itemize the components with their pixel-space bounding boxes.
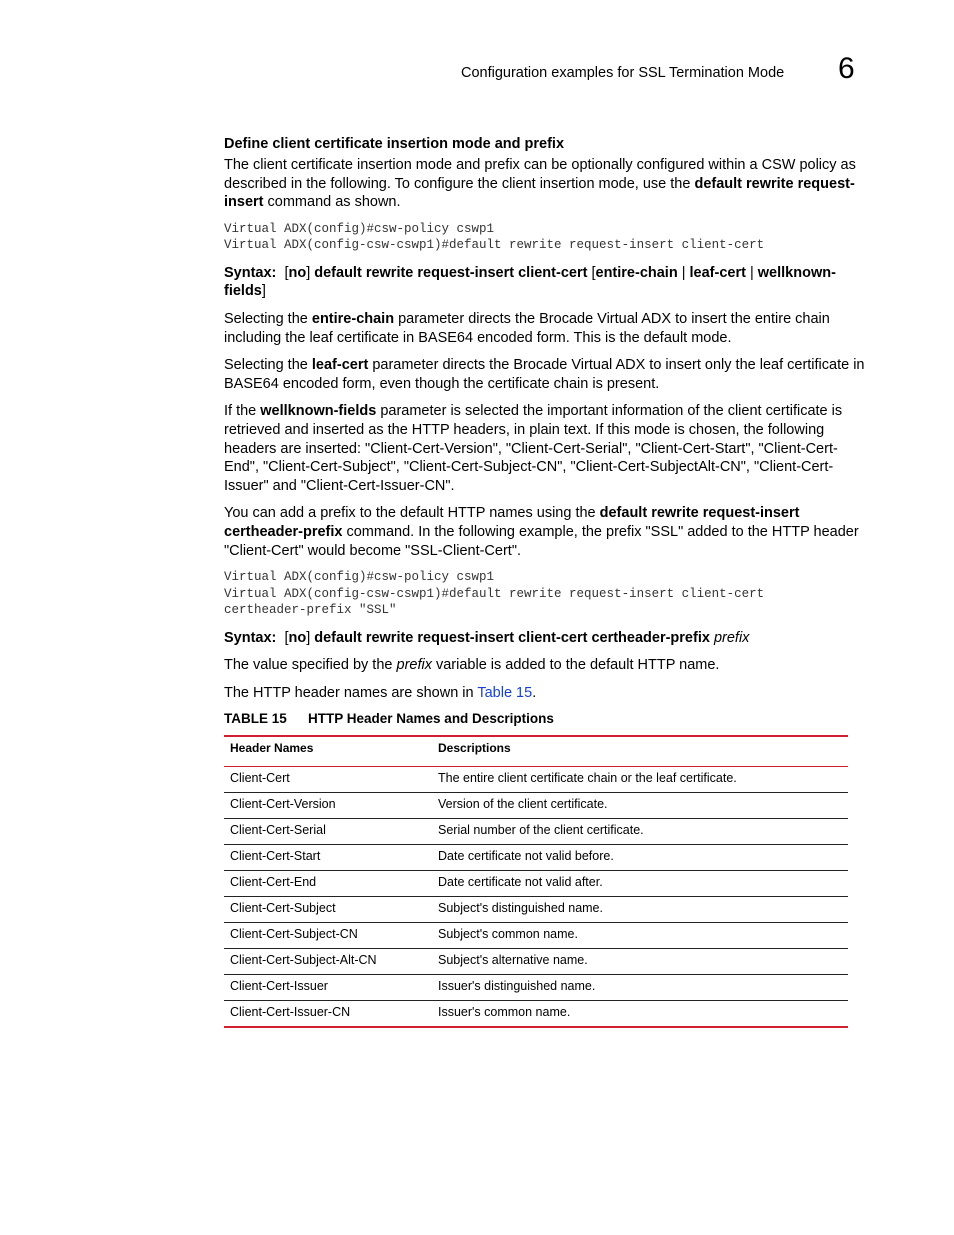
table-row [224,845,848,871]
header-name-cell: Client-Cert-Issuer-CN [230,1004,351,1019]
column-header-names: Header Names [230,741,314,756]
table-header-row [224,736,848,767]
table-15-link[interactable]: Table 15 [477,684,533,701]
description-cell: Date certificate not valid after. [438,874,603,889]
description-cell: Subject's alternative name. [438,952,588,967]
leaf-cert-paragraph: Selecting the leaf-cert parameter directs the Brocade Virtual ADX to insert only the leaf certificate in BASE64 encoded form, even though the certificate chain is present. [224,357,865,392]
table-row [224,819,848,845]
column-header-descriptions: Descriptions [438,741,511,756]
prefix-value-paragraph: The value specified by the prefix variable is added to the default HTTP name. [224,657,720,674]
table-row [224,897,848,923]
description-cell: The entire client certificate chain or the leaf certificate. [438,770,737,785]
chapter-number: 6 [838,52,855,85]
table-reference-paragraph: The HTTP header names are shown in Table 15. [224,684,537,701]
header-name-cell: Client-Cert-Serial [230,822,326,837]
prefix-paragraph: You can add a prefix to the default HTTP names using the default rewrite request-insert certheader-prefix command. In the following example, the prefix "SSL" added to the HTTP header "Client-Cert" would become "SSL-Client-Cert". [224,505,859,559]
table-row [224,767,848,793]
table-row [224,975,848,1001]
description-cell: Issuer's distinguished name. [438,978,596,993]
header-name-cell: Client-Cert-Issuer [230,978,328,993]
header-name-cell: Client-Cert-Start [230,848,321,863]
description-cell: Serial number of the client certificate. [438,822,644,837]
syntax-line-2: Syntax: [no] default rewrite request-insert client-cert certheader-prefix prefix [224,629,750,646]
table-row [224,793,848,819]
header-name-cell: Client-Cert-Subject-CN [230,926,358,941]
table-row [224,923,848,949]
table-caption [224,711,872,729]
table-row [224,871,848,897]
table-row [224,949,848,975]
header-name-cell: Client-Cert-Subject [230,900,336,915]
intro-paragraph: The client certificate insertion mode and prefix can be optionally configured within a CSW policy as described in the following. To configure the client insertion mode, use the default rewrite request-insert command as shown. [224,157,856,211]
description-cell: Date certificate not valid before. [438,848,614,863]
description-cell: Subject's distinguished name. [438,900,603,915]
entire-chain-paragraph: Selecting the entire-chain parameter directs the Brocade Virtual ADX to insert the entire chain including the leaf certificate in BASE64 encoded form. This is the default mode. [224,310,830,346]
page-content [224,136,872,1028]
http-header-table [224,735,848,1028]
header-name-cell: Client-Cert-Subject-Alt-CN [230,952,377,967]
table-label: TABLE 15 [224,711,287,727]
section-heading: Define client certificate insertion mode and prefix [224,136,565,152]
description-cell: Version of the client certificate. [438,796,608,811]
wellknown-fields-paragraph: If the wellknown-fields parameter is selected the important information of the client certificate is retrieved and inserted as the HTTP headers, in plain text. If this mode is chosen, the following headers are inserted: "Client-Cert-Version", "Client-Cert-Serial", "Client-Cert-Start", "Client-Cert-End", "Client-Cert-Subject", "Client-Cert-Subject-CN", "Client-Cert-SubjectAlt-CN", "Client-Cert-Issuer" and "Client-Cert-Issuer-CN". [224,403,843,494]
header-name-cell: Client-Cert [230,770,290,785]
table-row [224,1001,848,1028]
description-cell: Issuer's common name. [438,1004,571,1019]
description-cell: Subject's common name. [438,926,578,941]
table-title: HTTP Header Names and Descriptions [308,711,554,727]
header-name-cell: Client-Cert-End [230,874,317,889]
code-block-1: Virtual ADX(config)#csw-policy cswp1 Virtual ADX(config-csw-cswp1)#default rewrite request-insert client-cert [224,221,765,253]
syntax-line-1: Syntax: [no] default rewrite request-insert client-cert [entire-chain | leaf-cert | wellknown-fields] [224,264,836,300]
header-name-cell: Client-Cert-Version [230,796,336,811]
running-header-title: Configuration examples for SSL Termination Mode [461,65,785,81]
code-block-2: Virtual ADX(config)#csw-policy cswp1 Virtual ADX(config-csw-cswp1)#default rewrite request-insert client-cert certheader-prefix "SSL" [224,570,765,618]
